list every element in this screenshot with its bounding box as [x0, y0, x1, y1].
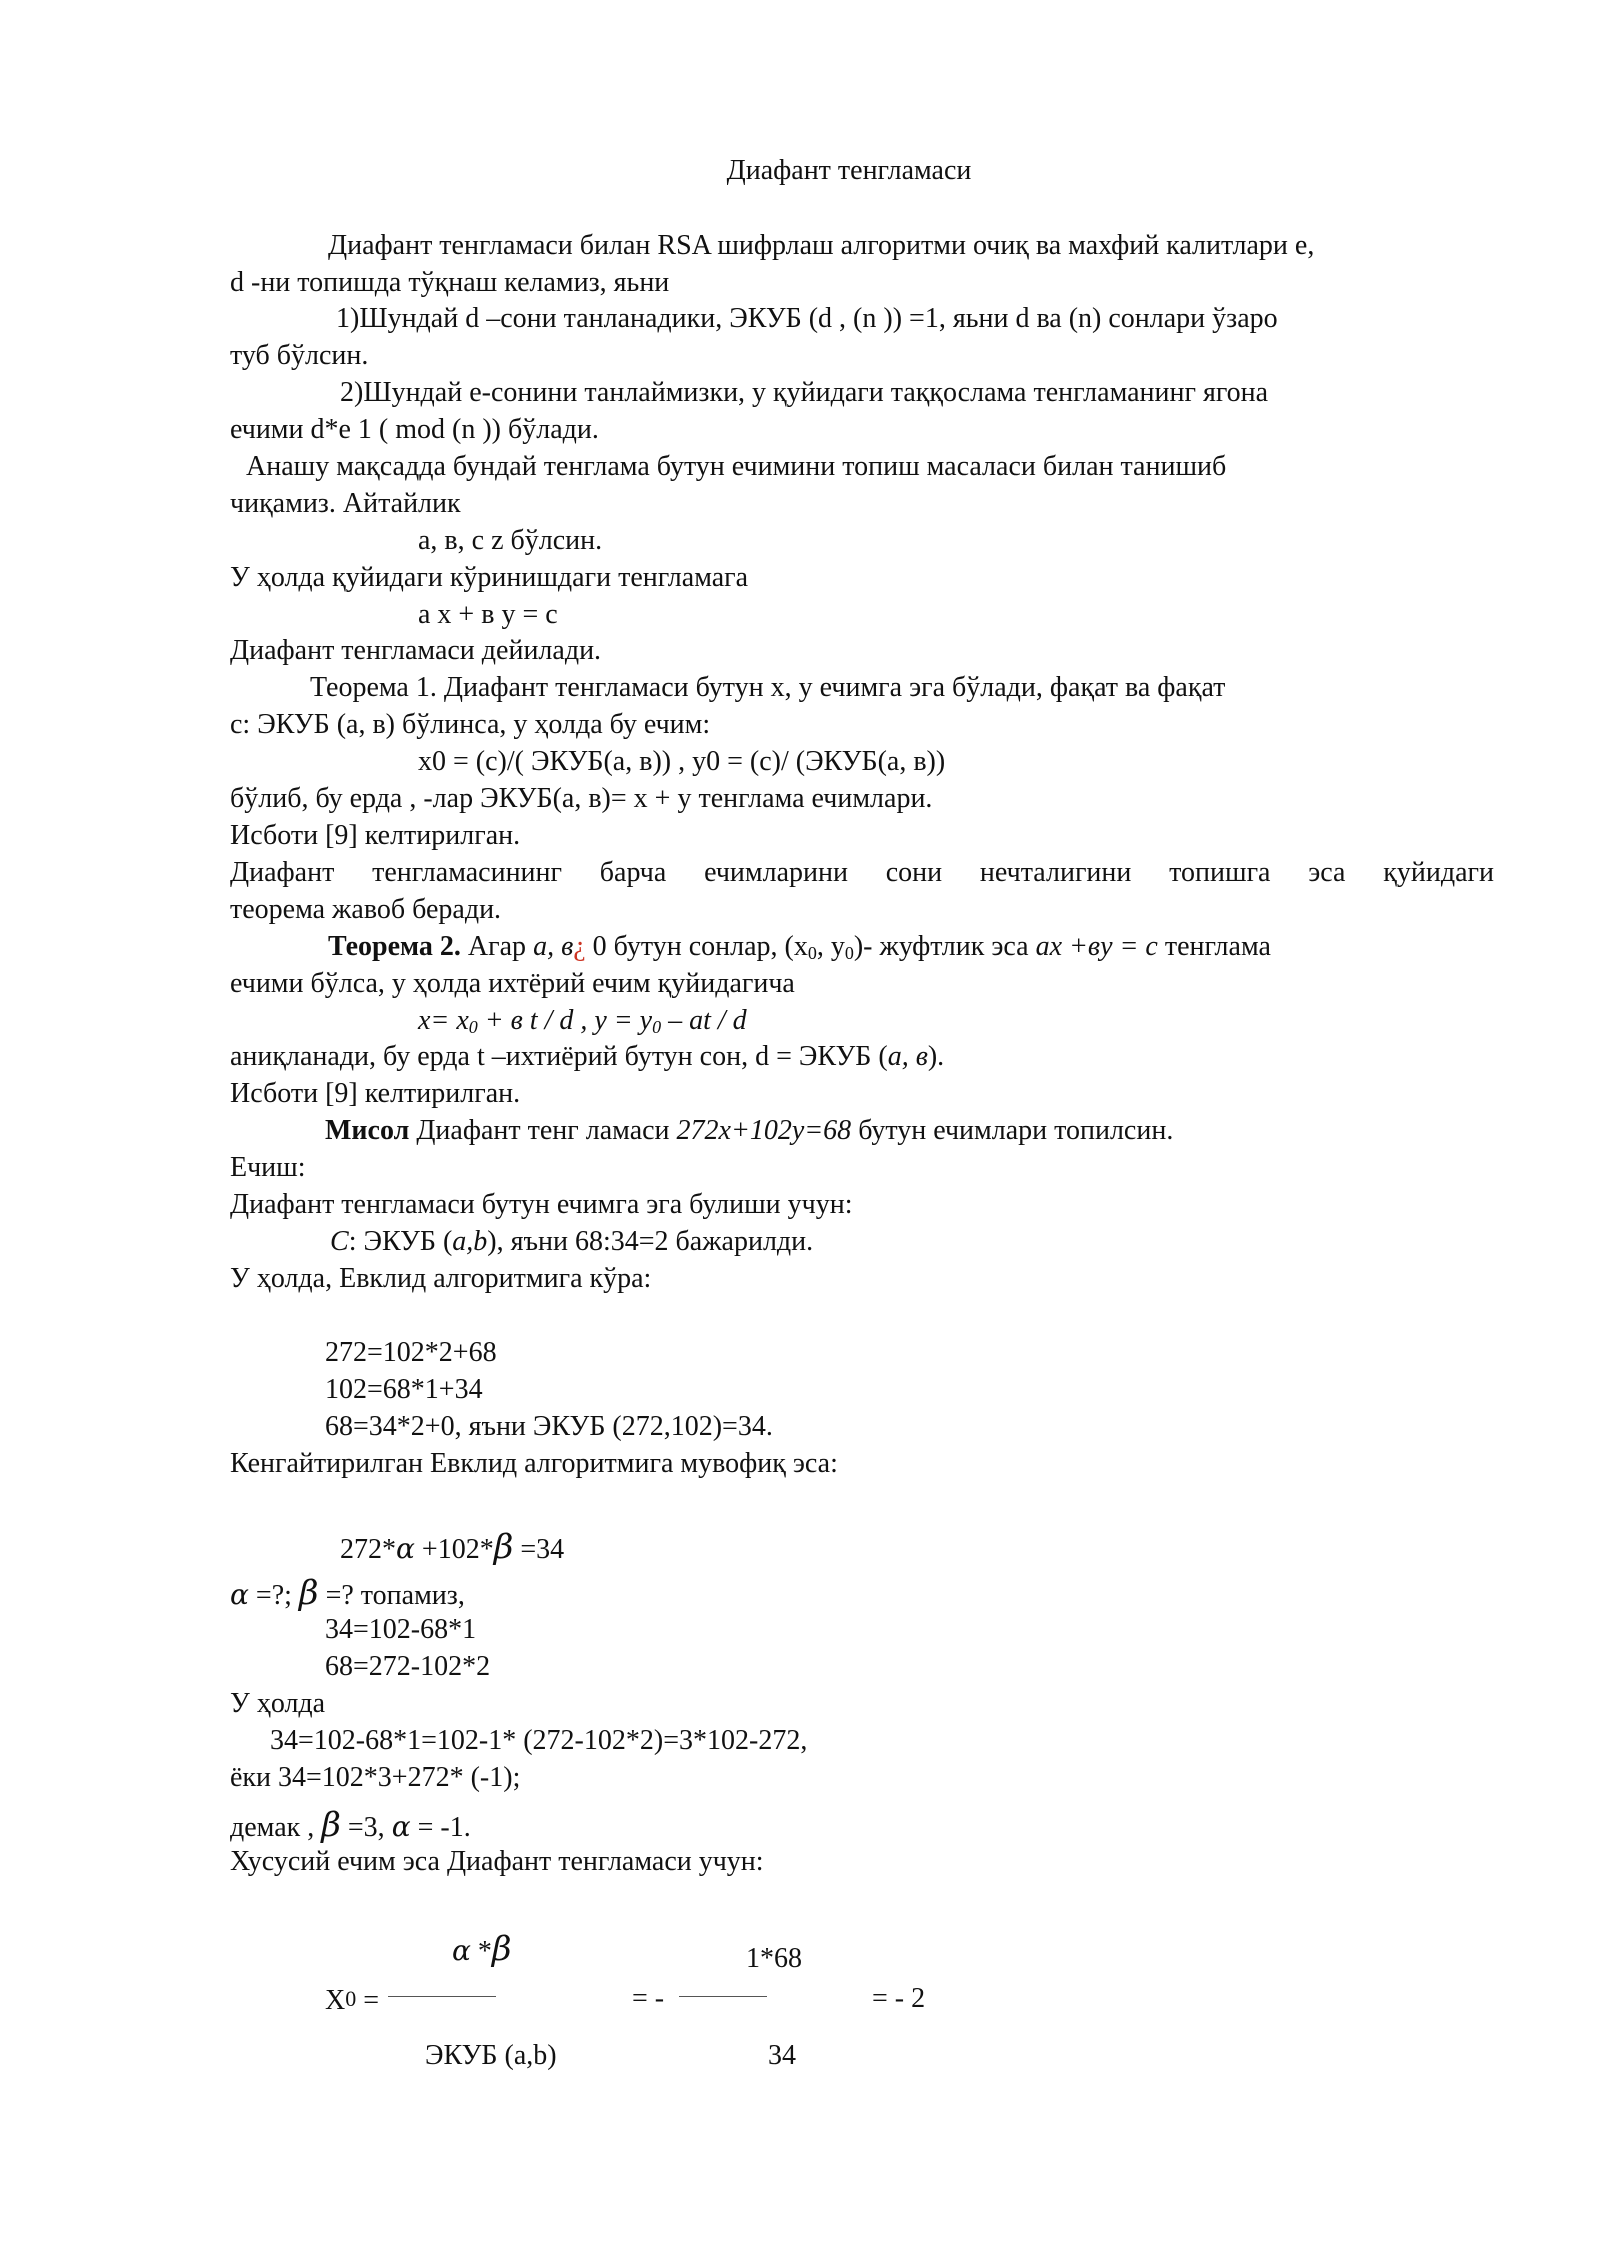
unknowns-line: α =?; β =? топамиз, — [230, 1573, 465, 1613]
alpha-symbol: α — [230, 1578, 249, 1611]
extended-euclid-intro: Кенгайтирилган Евклид алгоритмига мувофиқ эса: — [230, 1448, 838, 1479]
example-statement: Мисол Диафант тенг ламаси 272x+102y=68 бутун ечимлари топилсин. — [325, 1115, 1174, 1146]
gcd-condition: C: ЭКУБ (a,b), яъни 68:34=2 бажарилди. — [330, 1226, 814, 1257]
alpha-symbol: α — [452, 1934, 471, 1967]
intro-paragraph-1a: Диафант тенгламаси билан RSA шифрлаш алгоритми очиқ ва махфий калитлари e, — [328, 230, 1315, 261]
theorem-1-condition: с: ЭКУБ (а, в) бўлинса, у ҳолда бу ечим: — [230, 709, 711, 740]
solution-heading: Ечиш: — [230, 1152, 306, 1183]
extended-equation: 272*α +102*β =34 — [340, 1527, 565, 1567]
theorem-2-statement: Теорема 2. Агар а, в¿ 0 бутун сонлар, ($x_0$, $y_0)-$ жуфтлик эса ах +ву = с тенглама — [328, 931, 1271, 963]
solution-condition: Диафант тенгламаси бутун ечимга эга булиши учун: — [230, 1189, 853, 1220]
intro-paragraph-4a: Анашу мақсадда бундай тенглама бутун ечимини топиш масаласи билан танишиб — [246, 451, 1227, 482]
alpha-symbol: α — [396, 1532, 415, 1565]
theorem-2-formula: $x= x_0 + в$ t / d , $y = y_0$ – at / d — [418, 1005, 747, 1037]
fraction-2-denominator: 34 — [768, 2040, 796, 2071]
theorem-2-intro-b: теорема жавоб беради. — [230, 894, 502, 925]
beta-symbol: β — [491, 1929, 512, 1969]
setup-called: Диафант тенгламаси дейилади. — [230, 635, 602, 666]
page-title: Диафант тенгламаси — [726, 155, 972, 186]
euclid-intro: У ҳолда, Евклид алгоритмига кўра: — [230, 1263, 652, 1294]
intro-paragraph-4b: чиқамиз. Айтайлик — [230, 488, 461, 519]
beta-symbol: β — [321, 1805, 341, 1845]
theorem-2-label: Теорема 2. — [328, 931, 461, 962]
euclid-step-2: 102=68*1+34 — [325, 1374, 483, 1405]
particular-solution-intro: Хусусий ечим эса Диафант тенгламаси учун: — [230, 1846, 764, 1877]
x0-label: X0 = — [325, 1985, 380, 2016]
intro-paragraph-2a: 1)Шундай d –сони танланадики, ЭКУБ (d , (n )) =1, яьни d ва (n) сонлари ўзаро — [336, 303, 1278, 334]
diophantine-equation: а х + в у = с — [418, 599, 558, 630]
intro-paragraph-3b: ечими d*e 1 ( mod (n )) бўлади. — [230, 414, 599, 445]
theorem-2-proof: Исботи [9] келтирилган. — [230, 1078, 521, 1109]
theorem-1-proof: Исботи [9] келтирилган. — [230, 820, 521, 851]
equals-minus-1: = - — [632, 1983, 665, 2014]
euclid-step-3: 68=34*2+0, яъни ЭКУБ (272,102)=34. — [325, 1411, 773, 1442]
beta-symbol: β — [493, 1527, 514, 1567]
back-step-1: 34=102-68*1 — [325, 1614, 477, 1645]
theorem-2-definition: аниқланади, бу ерда t –ихтиёрий бутун сон, d = ЭКУБ (а, в). — [230, 1041, 945, 1072]
example-label: Мисол — [325, 1115, 410, 1146]
alpha-symbol: α — [391, 1810, 411, 1843]
theorem-2-intro-a: Диафант тенгламасининг барча ечимларини сони нечталигини топишга эса қуйидаги — [230, 857, 1494, 888]
beta-symbol: β — [298, 1573, 319, 1613]
coefficients-result: демак , β =3, α = -1. — [230, 1805, 471, 1845]
fraction-1-numerator: α *β — [452, 1929, 512, 1969]
variables-line: а, в, с z бўлсин. — [418, 525, 603, 556]
intro-paragraph-1b: d -ни топишда тўқнаш келамиз, яьни — [230, 267, 670, 298]
intro-paragraph-2b: туб бўлсин. — [230, 340, 369, 371]
fraction-1-line — [388, 1996, 496, 1997]
fraction-1-denominator: ЭКУБ (a,b) — [425, 2040, 557, 2071]
theorem-1-formula: х0 = (с)/( ЭКУБ(а, в)) , у0 = (с)/ (ЭКУБ(а, в)) — [418, 746, 946, 777]
substitution-line: 34=102-68*1=102-1* (272-102*2)=3*102-272, — [270, 1725, 808, 1756]
theorem-1-statement: Теорема 1. Диафант тенгламаси бутун х, у ечимга эга бўлади, фақат ва фақат — [310, 672, 1226, 703]
euclid-step-1: 272=102*2+68 — [325, 1337, 497, 1368]
theorem-1-note: бўлиб, бу ерда , -лар ЭКУБ(а, в)= х + у тенглама ечимлари. — [230, 783, 933, 814]
fraction-2-numerator: 1*68 — [746, 1943, 802, 1974]
fraction-2-line — [679, 1996, 767, 1997]
back-step-2: 68=272-102*2 — [325, 1651, 491, 1682]
final-result: = - 2 — [872, 1983, 926, 2014]
unknown-symbol: ¿ — [573, 931, 586, 962]
theorem-2-line-2: ечими бўлса, у ҳолда ихтёрий ечим қуйидагича — [230, 968, 795, 999]
setup-text: У ҳолда қуйидаги кўринишдаги тенгламага — [230, 562, 749, 593]
then-label: У ҳолда — [230, 1688, 326, 1719]
substitution-result: ёки 34=102*3+272* (-1); — [230, 1762, 521, 1793]
intro-paragraph-3a: 2)Шундай e-сонини танлаймизки, у қуйидаги таққослама тенгламанинг ягона — [340, 377, 1269, 408]
